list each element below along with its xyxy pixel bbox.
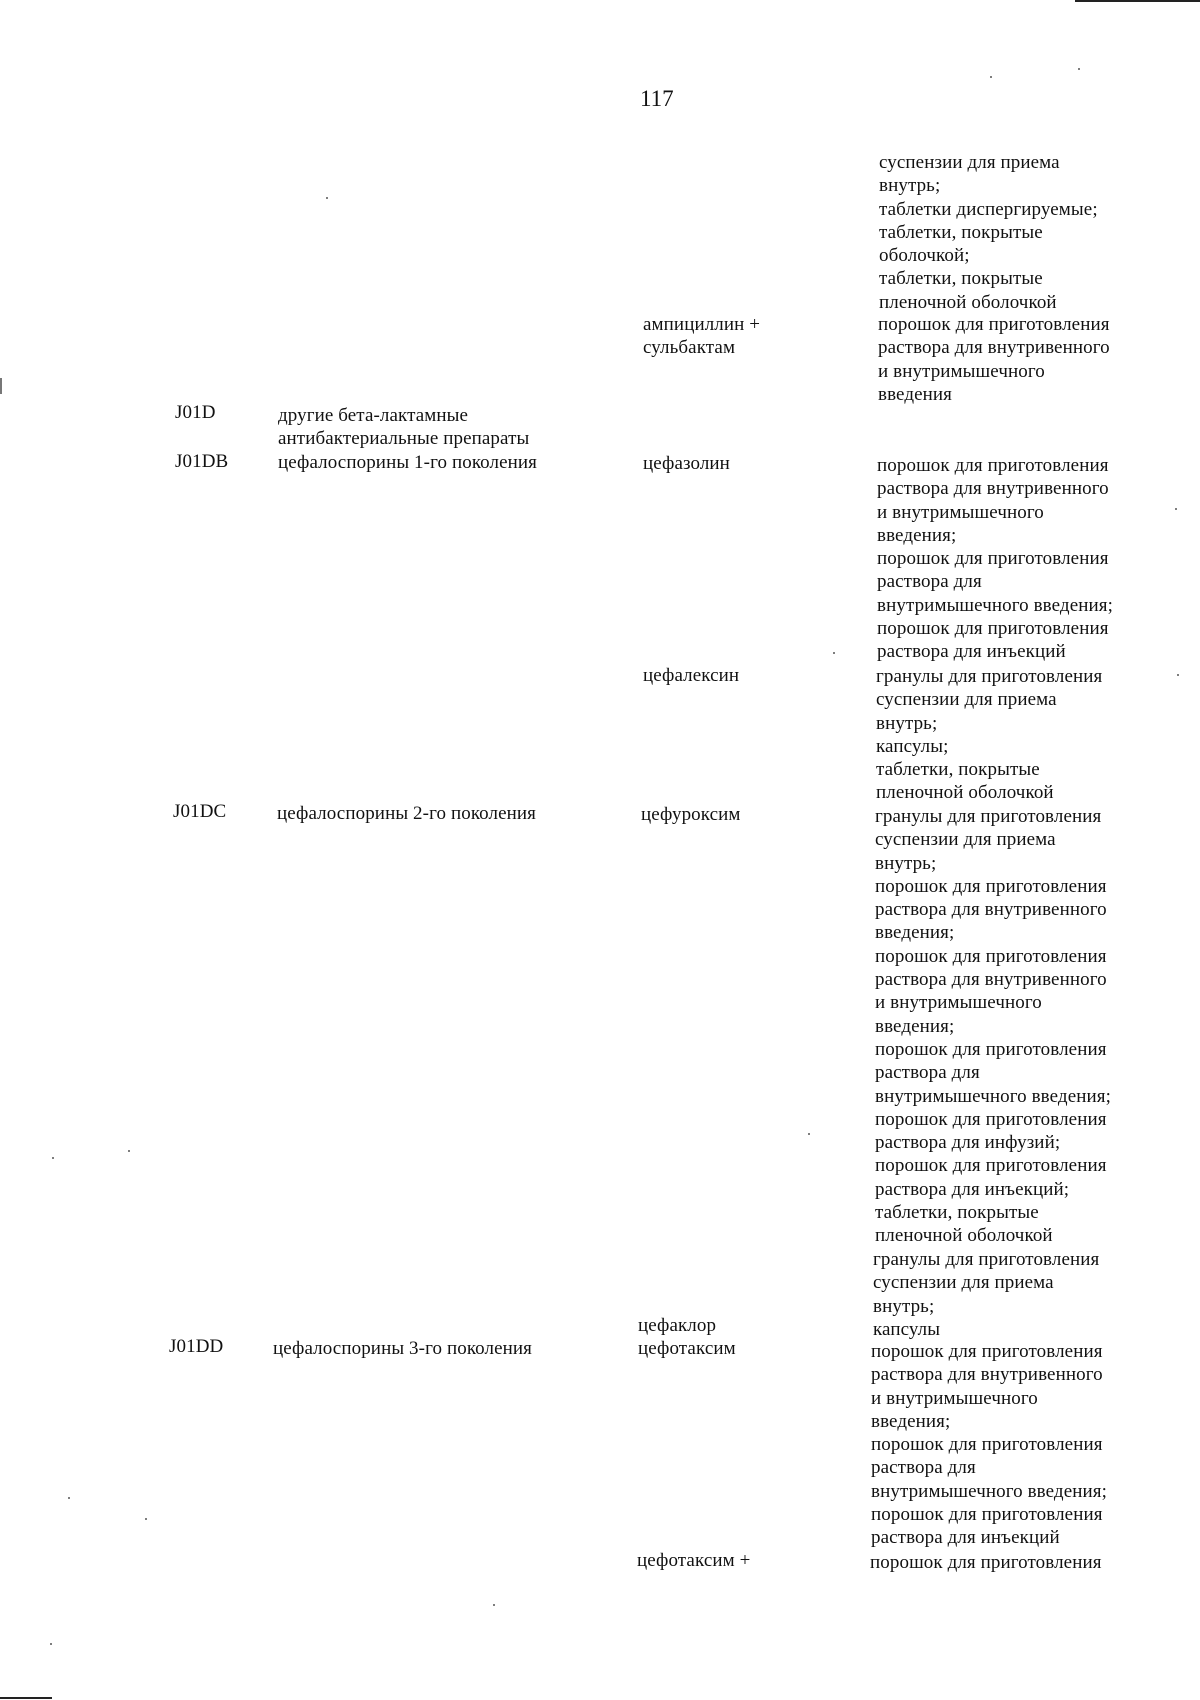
scan-speck: [145, 1518, 147, 1520]
atc-code-j01db: J01DB: [175, 451, 229, 472]
group-name-j01db: цефалоспорины 1-го поколения: [278, 452, 538, 473]
bottom-left-edge-line: [0, 1697, 52, 1699]
top-right-edge-line: [1075, 0, 1200, 2]
dosage-forms-continued: суспензии для приема внутрь; таблетки диспергируемые; таблетки, покрытые оболочкой; таблетки, покрытые пленочной оболочкой: [879, 152, 1098, 313]
drug-name-cefuroxime: цефуроксим: [641, 804, 741, 825]
drug-name-cephalexin: цефалексин: [643, 665, 740, 686]
atc-code-j01dd: J01DD: [169, 1336, 224, 1357]
atc-code-j01d: J01D: [175, 402, 216, 423]
page-number: 117: [640, 86, 674, 111]
group-name-j01dd: цефалоспорины 3-го поколения: [273, 1338, 533, 1359]
drug-name-cefotaxime-plus: цефотаксим +: [637, 1550, 751, 1571]
scan-speck: [1175, 508, 1177, 510]
scan-speck: [833, 652, 835, 654]
scan-speck: [326, 197, 328, 199]
atc-code-j01dc: J01DC: [173, 801, 227, 822]
dosage-forms-cefotaxime-plus: порошок для приготовления: [870, 1552, 1102, 1573]
group-name-j01d: другие бета-лактамные антибактериальные препараты: [278, 405, 530, 450]
scan-speck: [68, 1497, 70, 1499]
drug-name-cefazolin: цефазолин: [643, 453, 730, 474]
scan-speck: [128, 1150, 130, 1152]
scan-speck: [990, 76, 992, 78]
drug-name-ampicillin-sulbactam: ампициллин + сульбактам: [643, 314, 761, 359]
scan-speck: [493, 1604, 495, 1606]
scan-speck: [50, 1643, 52, 1645]
left-edge-mark: [0, 378, 2, 394]
dosage-forms-cefotaxime: порошок для приготовления раствора для внутривенного и внутримышечного введения; порошок для приготовления раствора для внутримышечного введения; порошок для приготовления раствора для инъекций: [871, 1341, 1107, 1549]
scan-speck: [1177, 674, 1179, 676]
group-name-j01dc: цефалоспорины 2-го поколения: [277, 803, 537, 824]
dosage-forms-cefaclor: гранулы для приготовления суспензии для приема внутрь; капсулы: [873, 1249, 1100, 1340]
dosage-forms-cephalexin: гранулы для приготовления суспензии для приема внутрь; капсулы; таблетки, покрытые пленочной оболочкой: [876, 666, 1103, 804]
dosage-forms-cefazolin: порошок для приготовления раствора для внутривенного и внутримышечного введения; порошок для приготовления раствора для внутримышечного введения; порошок для приготовления раствора для инъекций: [877, 455, 1113, 663]
dosage-forms-ampicillin-sulbactam: порошок для приготовления раствора для внутривенного и внутримышечного введения: [878, 314, 1110, 405]
scan-speck: [52, 1157, 54, 1159]
drug-name-cefaclor: цефаклор: [638, 1315, 717, 1336]
drug-name-cefotaxime: цефотаксим: [638, 1338, 736, 1359]
scan-speck: [1078, 68, 1080, 70]
dosage-forms-cefuroxime: гранулы для приготовления суспензии для приема внутрь; порошок для приготовления раствора для внутривенного введения; порошок для приготовления раствора для внутривенного и внутримышечного введения; порошок для приготовления раствора для внутримышечного введения; порошок для приготовления раствора для инфузий; порошок для приготовления раствора для инъекций; таблетки, покрытые пленочной оболочкой: [875, 806, 1111, 1247]
scan-speck: [808, 1133, 810, 1135]
